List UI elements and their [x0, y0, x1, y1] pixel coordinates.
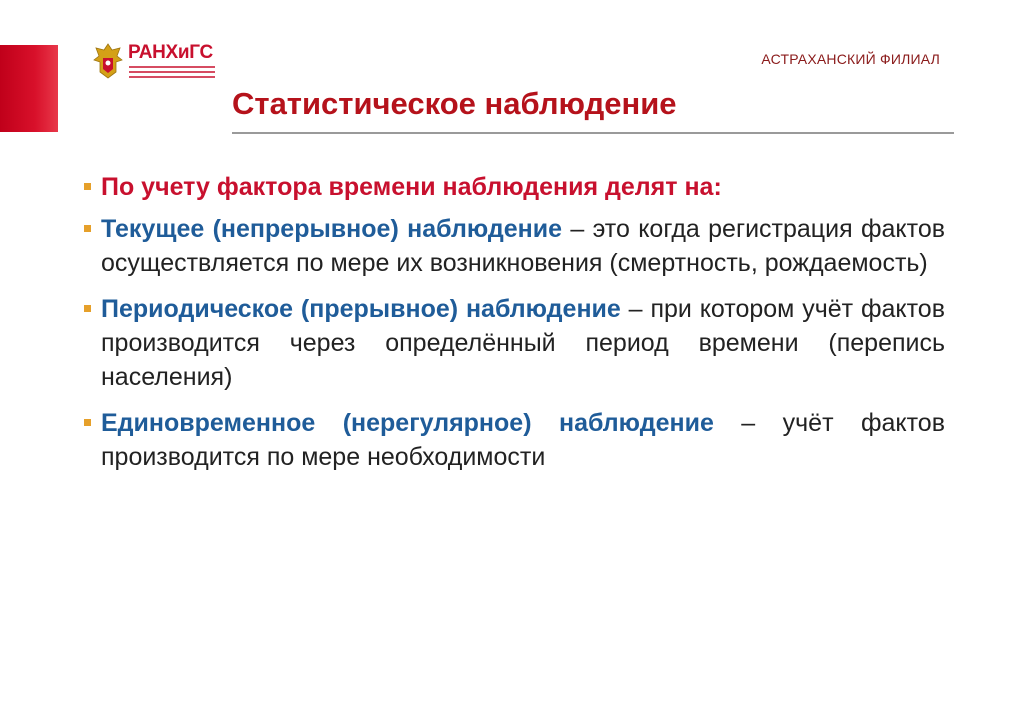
branch-label: АСТРАХАНСКИЙ ФИЛИАЛ — [761, 51, 940, 67]
square-bullet-icon — [84, 305, 91, 312]
square-bullet-icon — [84, 183, 91, 190]
eagle-emblem-icon — [92, 42, 124, 80]
list-item — [101, 292, 945, 394]
slide-title: Статистическое наблюдение — [232, 86, 677, 121]
list-item-term: Единовременное (нерегулярное) наблюдение — [101, 409, 714, 437]
list-item-text: – это когда регистрация фактов осуществляется по мере их возникновения (смертность, рождаемость) — [101, 215, 946, 277]
list-item-term: Текущее (непрерывное) наблюдение — [101, 215, 562, 243]
bullet-list — [101, 170, 945, 486]
logo-title: РАНХиГС — [128, 42, 213, 63]
list-item — [101, 406, 945, 474]
list-item-text: – при котором учёт фактов производится через определённый период времени (перепись населения) — [101, 295, 945, 391]
accent-bar — [0, 45, 58, 132]
list-item-text: – учёт фактов производится по мере необходимости — [101, 409, 945, 471]
logo-caption — [129, 66, 215, 81]
list-item-heading: По учету фактора времени наблюдения делят на: — [101, 173, 722, 201]
logo — [92, 42, 220, 84]
list-item-term: Периодическое (прерывное) наблюдение — [101, 295, 621, 323]
square-bullet-icon — [84, 419, 91, 426]
list-item — [101, 212, 945, 280]
square-bullet-icon — [84, 225, 91, 232]
list-item — [101, 170, 945, 204]
title-divider — [232, 132, 954, 134]
